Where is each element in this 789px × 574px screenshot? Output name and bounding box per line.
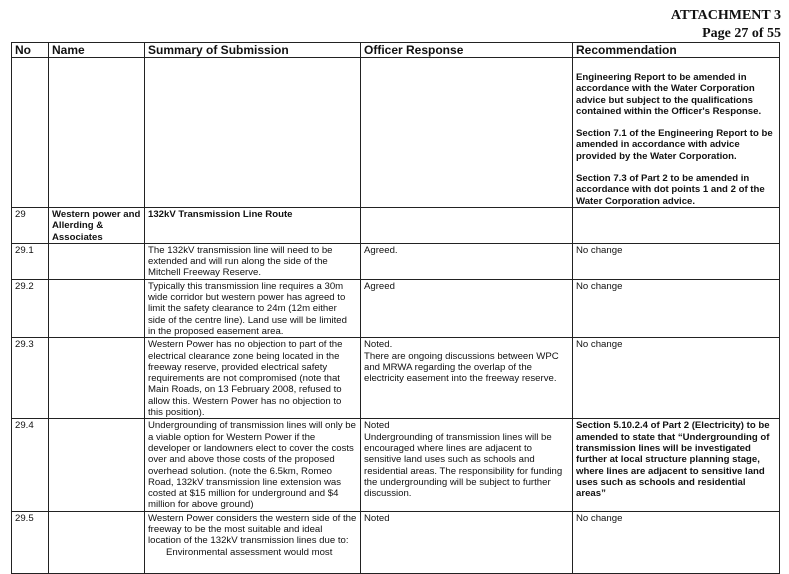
table-row: [12, 243, 780, 279]
response-line: Undergrounding of transmission lines will be encouraged where lines are adjacent to sensitive land uses such as schools and residential areas. The responsibility for funding the undergrounding will be subject to further discussion.: [364, 431, 563, 500]
cell-recommendation: No change: [573, 279, 780, 337]
col-header-response: Officer Response: [361, 43, 573, 58]
table-row: [12, 207, 780, 243]
col-header-summary: Summary of Submission: [145, 43, 361, 58]
col-header-name: Name: [49, 43, 145, 58]
cell-no: 29.3: [12, 338, 49, 419]
cell-recommendation: No change: [573, 243, 780, 279]
cell-recommendation: [573, 207, 780, 243]
summary-subpoint: Environmental assessment would most: [166, 546, 333, 558]
cell-name: [49, 338, 145, 419]
cell-response: Agreed: [361, 279, 573, 337]
cell-recommendation: No change: [573, 511, 780, 573]
table-header-row: [12, 43, 780, 58]
cell-response: [361, 58, 573, 208]
table-row: [12, 338, 780, 419]
cell-summary: The 132kV transmission line will need to be extended and will run along the side of the Mitchell Freeway Reserve.: [145, 243, 361, 279]
cell-no: 29.2: [12, 279, 49, 337]
cell-name: [49, 279, 145, 337]
table-row: [12, 419, 780, 511]
cell-response: Noted: [361, 511, 573, 573]
recommendation-paragraph: Section 7.1 of the Engineering Report to be amended in accordance with advice provided by the Water Corporation.: [576, 128, 773, 162]
cell-no: 29.1: [12, 243, 49, 279]
cell-response: [361, 207, 573, 243]
response-line: There are ongoing discussions between WPC and MRWA regarding the overlap of the electricity easement into the freeway reserve.: [364, 350, 559, 385]
cell-response: [361, 338, 573, 419]
cell-recommendation: No change: [573, 338, 780, 419]
cell-summary: [145, 58, 361, 208]
recommendation-paragraph: Section 7.3 of Part 2 to be amended in accordance with dot points 1 and 2 of the Water Corporation advice.: [576, 173, 765, 207]
response-line: Noted.: [364, 339, 393, 351]
cell-name: [49, 419, 145, 511]
summary-text: Western Power considers the western side of the freeway to be the most suitable and ideal location of the 132kV transmission lines due to:: [148, 512, 357, 547]
cell-summary: 132kV Transmission Line Route: [145, 207, 361, 243]
cell-name: [49, 243, 145, 279]
table-row: [12, 58, 780, 208]
cell-summary: Undergrounding of transmission lines will only be a viable option for Western Power if the developer or landowners elect to cover the costs over and above those costs of the proposed overhead solution. (note the 6.5km, Romeo Road, 132kV transmission line extension was costed at $15 million for underground and $4 million for above ground): [145, 419, 361, 511]
cell-name: [49, 511, 145, 573]
cell-recommendation: Section 5.10.2.4 of Part 2 (Electricity) to be amended to state that “Undergrounding of transmission lines will be investigated further at local structure planning stage, where lines are adjacent to sensitive land uses such as schools and residential areas”: [573, 419, 780, 511]
cell-summary: [145, 511, 361, 573]
cell-no: [12, 58, 49, 208]
cell-recommendation: [573, 58, 780, 208]
cell-summary: Typically this transmission line requires a 30m wide corridor but western power has agreed to limit the safety clearance to 24m (12m either side of the centre line). Land use will be limited in the proposed easement area.: [145, 279, 361, 337]
table-row: [12, 279, 780, 337]
cell-summary: Western Power has no objection to part of the electrical clearance zone being located in the freeway reserve, provided electrical safety requirements are not compromised (note that Main Roads, on 13 February 2008, refused to allow this. Western Power has no objection to this position).: [145, 338, 361, 419]
col-header-recommendation: Recommendation: [573, 43, 780, 58]
cell-no: 29.5: [12, 511, 49, 573]
col-header-no: No: [12, 43, 49, 58]
page-number: Page 27 of 55: [702, 26, 781, 41]
cell-response: [361, 419, 573, 511]
recommendation-paragraph: Engineering Report to be amended in accordance with the Water Corporation advice but subject to the qualifications contained within the Officer's Response.: [576, 72, 762, 117]
page-header: [671, 7, 781, 43]
submissions-table: [11, 42, 780, 574]
cell-no: 29: [12, 207, 49, 243]
attachment-label: ATTACHMENT 3: [670, 8, 781, 23]
table-row: [12, 511, 780, 573]
cell-name: [49, 58, 145, 208]
response-line: Noted: [364, 420, 390, 432]
cell-response: Agreed.: [361, 243, 573, 279]
cell-no: 29.4: [12, 419, 49, 511]
cell-name: Western power and Allerding & Associates: [49, 207, 145, 243]
